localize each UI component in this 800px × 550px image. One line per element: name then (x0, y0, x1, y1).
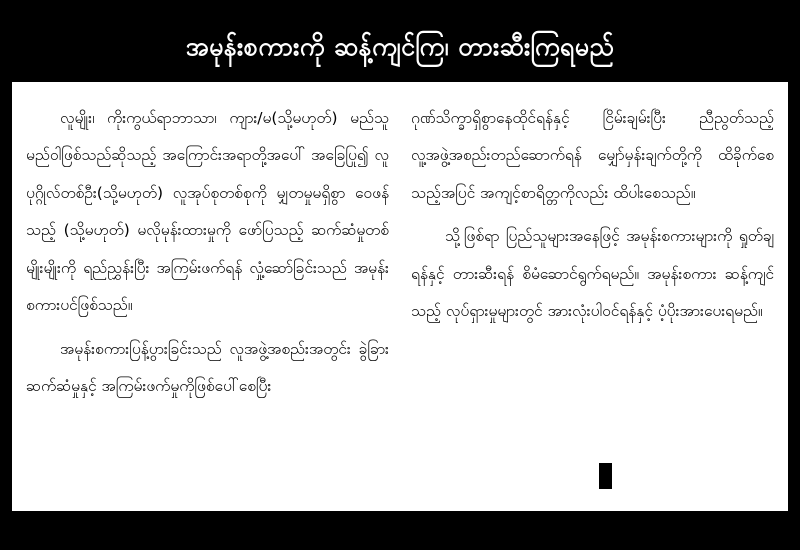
article-column-left (26, 100, 389, 501)
paragraph: အမုန်းစကားပြန့်ပွားခြင်းသည် လူအဖွဲ့အစည်းအတွင်း ခွဲခြားဆက်ဆံမှုနှင့် အကြမ်းဖက်မှုကိုဖြစ်ပေါ်စေပြီး (26, 339, 389, 396)
end-of-article-mark (599, 463, 612, 489)
article-column-right (411, 100, 774, 501)
paragraph: သို့ဖြစ်ရာ ပြည်သူများအနေဖြင့် အမုန်းစကားများကို ရှုတ်ချရန်နှင့် တားဆီးရန် စိမံဆောင်ရွက်ရမည်။ အမုန်းစကား ဆန့်ကျင်သည့် လုပ်ရှားမှုများတွင် အားလုံးပါဝင်ရန်နှင့် ပံ့ပိုးအားပေးရမည်။ (411, 227, 774, 321)
article-body (12, 82, 788, 511)
headline-band (12, 10, 788, 82)
page-title: အမုန်းစကားကို ဆန့်ကျင်ကြ၊ တားဆီးကြရမည် (185, 32, 615, 61)
paragraph: လူမျိုး၊ ကိုးကွယ်ရာဘာသာ၊ ကျား/မ(သို့မဟုတ်) မည်သူမည်ဝါဖြစ်သည်ဆိုသည့် အကြောင်းအရာတို့အပေါ် အခြေပြု၍ လူပုဂ္ဂိုလ်တစ်ဦး(သို့မဟုတ်) လူအုပ်စုတစ်စုကို မျှတမှုမရှိစွာ ဝေဖန်သည့် (သို့မဟုတ်) မလိုမုန်းထားမှုကို ဖော်ပြသည့် ဆက်ဆံမှုတစ်မျိုးမျိုးကို ရည်ညွှန်းပြီး အကြမ်းဖက်ရန် လှုံ့ဆော်ခြင်းသည် အမုန်းစကားပင်ဖြစ်သည်။ (26, 108, 389, 315)
paragraph: ဂုဏ်သိက္ခာရှိစွာနေထိုင်ရန်နှင့် ငြိမ်းချမ်းပြီး ညီညွတ်သည့် လူ့အဖွဲ့အစည်းတည်ဆောက်ရန် မျှော်မှန်းချက်တို့ကို ထိခိုက်စေသည့်အပြင် အကျင့်စာရိတ္တကိုလည်း ထိပါးစေသည်။ (411, 108, 774, 202)
